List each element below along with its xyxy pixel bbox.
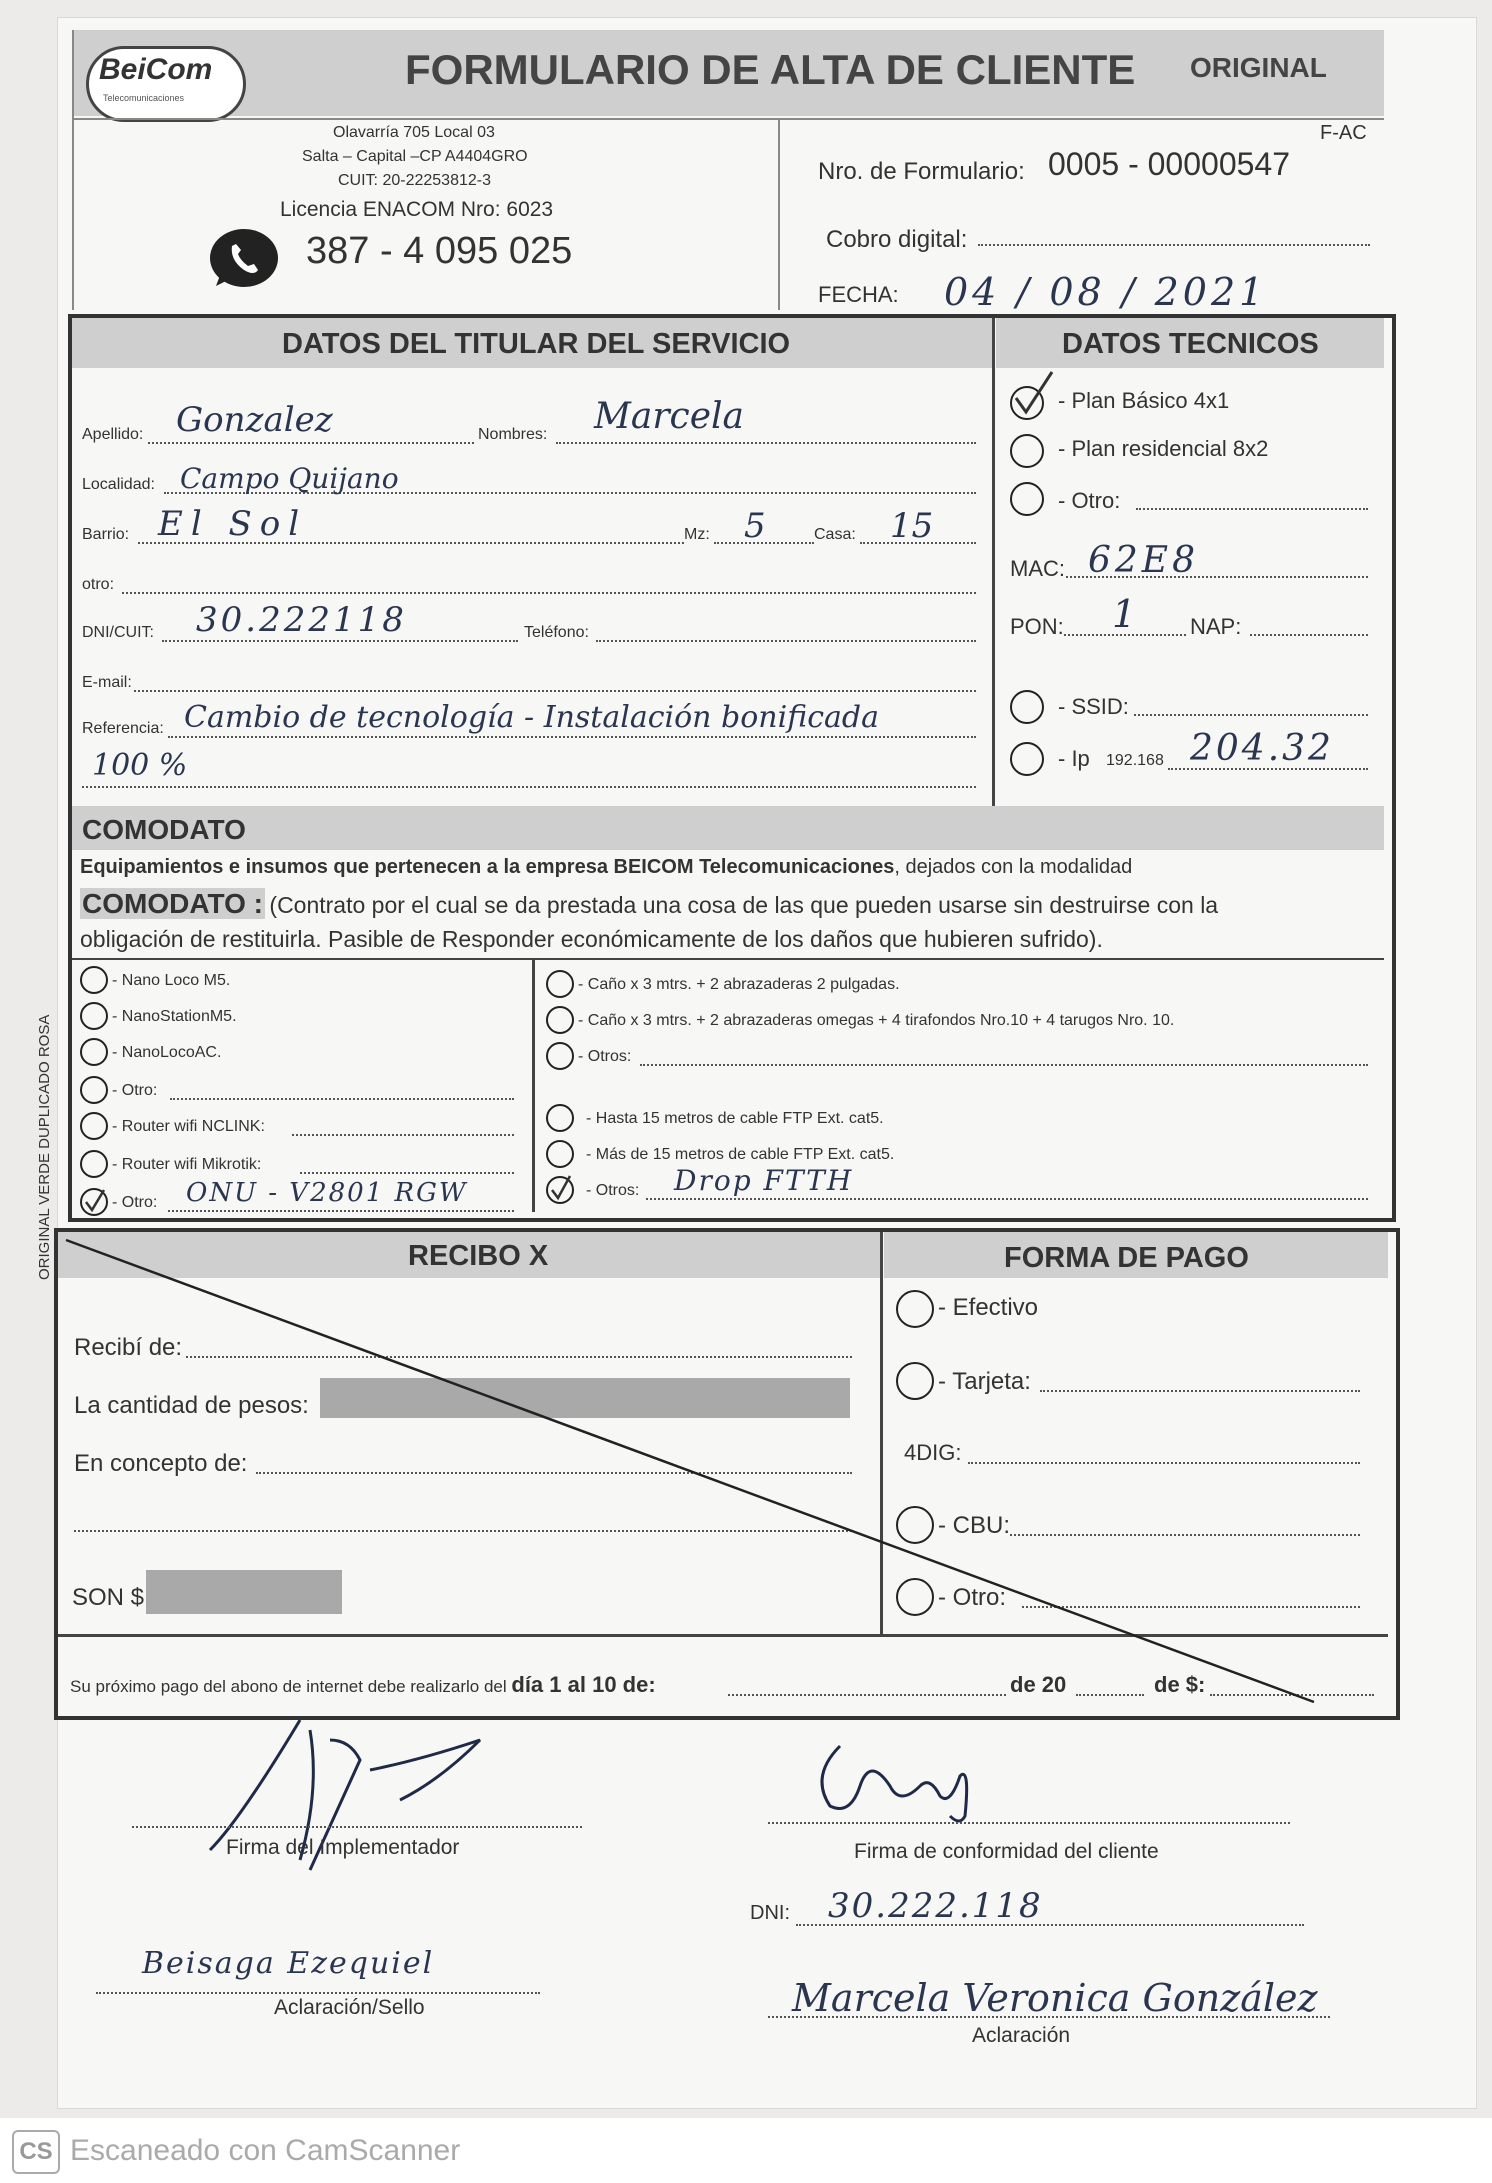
mac-value: 62E8 [1088,540,1199,581]
dni-value: 30.222118 [196,600,407,640]
comodato-line-1: Equipamientos e insumos que pertenecen a la empresa BEICOM Telecomunicaciones, dejados con la modalidad [80,856,1133,878]
cliente-signature [790,1716,1030,1836]
copy-label: ORIGINAL [1190,52,1327,83]
pago-otro-label: - Otro: [938,1584,1007,1611]
right-item-radio-5[interactable] [546,1140,574,1168]
logo-text: BeiCom [99,53,213,86]
dig-label: 4DIG: [904,1440,962,1465]
mz-value: 5 [744,506,766,546]
localidad-label: Localidad: [82,476,155,493]
plan-basico-label: - Plan Básico 4x1 [1058,388,1230,413]
left-item-radio-6[interactable] [80,1150,108,1178]
whatsapp-icon [206,226,282,292]
checkmark-icon-2 [82,1186,108,1214]
left-item-6: - Router wifi Mikrotik: [112,1156,262,1173]
recibi-label: Recibí de: [74,1334,183,1361]
titular-band [72,318,994,368]
comodato-title: COMODATO [82,814,246,845]
right-item-5: - Más de 15 metros de cable FTP Ext. cat5. [586,1146,895,1163]
aclaracion-sello-label: Aclaración/Sello [274,1996,425,2019]
telefono-label: Teléfono: [524,624,589,641]
ip-value: 204.32 [1190,728,1334,769]
form-number: 0005 - 00000547 [1048,146,1290,182]
beicom-logo [86,46,246,122]
referencia-label: Referencia: [82,720,164,737]
camscanner-logo: CS [12,2130,60,2174]
ip-label: - Ip [1058,746,1090,771]
plan-residencial-label: - Plan residencial 8x2 [1058,436,1269,461]
referencia-value: Cambio de tecnología - Instalación bonificada [184,700,879,735]
cantidad-label: La cantidad de pesos: [74,1392,309,1419]
left-item-radio-1[interactable] [80,966,108,994]
left-item-radio-2[interactable] [80,1002,108,1030]
left-item-radio-5[interactable] [80,1112,108,1140]
form-number-label: Nro. de Formulario: [818,158,1025,185]
void-diagonal-line [54,1228,1392,1712]
fecha-value: 04 / 08 / 2021 [944,270,1268,314]
cliente-label: Firma de conformidad del cliente [854,1840,1159,1863]
dni-firma-value: 30.222.118 [828,1886,1043,1926]
de-pesos-label: de $: [1154,1672,1206,1697]
camscanner-footer [0,2118,1492,2183]
titular-title: DATOS DEL TITULAR DEL SERVICIO [282,328,791,360]
pago-title: FORMA DE PAGO [1004,1242,1249,1274]
son-label: SON $ [72,1584,145,1611]
checkmark-icon [1010,368,1056,418]
right-item-4: - Hasta 15 metros de cable FTP Ext. cat5. [586,1110,884,1127]
form-title: FORMULARIO DE ALTA DE CLIENTE [405,46,1136,93]
right-item-radio-4[interactable] [546,1104,574,1132]
cuit-line: CUIT: 20-22253812-3 [338,172,491,189]
pon-value: 1 [1112,592,1137,636]
cobro-digital-label: Cobro digital: [826,226,968,253]
nap-label: NAP: [1190,614,1242,639]
comodato-line-2: COMODATO : (Contrato por el cual se da prestada una cosa de las que pueden usarse sin destruirse con la [82,888,1219,919]
localidad-value: Campo Quijano [180,462,399,495]
checkmark-icon-3 [548,1172,574,1202]
right-item-1: - Caño x 3 mtrs. + 2 abrazaderas 2 pulgadas. [578,976,900,993]
pon-label: PON: [1010,614,1064,639]
barrio-value: El Sol [158,504,308,544]
nombres-value: Marcela [594,396,744,437]
right-item-radio-3[interactable] [546,1042,574,1070]
aclaracion-sello-value: Beisaga Ezequiel [142,1946,435,1981]
right-item-3: - Otros: [578,1048,632,1065]
ip-radio[interactable] [1010,742,1044,776]
left-item-1: - Nano Loco M5. [112,972,231,989]
right-item-2: - Caño x 3 mtrs. + 2 abrazaderas omegas + 4 tirafondos Nro.10 + 4 tarugos Nro. 10. [578,1012,1175,1029]
tecnicos-title: DATOS TECNICOS [1062,328,1319,360]
right-item-radio-1[interactable] [546,970,574,998]
tarjeta-label: - Tarjeta: [938,1368,1031,1395]
ssid-radio[interactable] [1010,690,1044,724]
comodato-line-3: obligación de restituirla. Pasible de Responder económicamente de los daños que hubieren sufrido). [80,926,1103,952]
left-item-5: - Router wifi NCLINK: [112,1118,265,1135]
plan-otro-radio[interactable] [1010,482,1044,516]
aclaracion-label: Aclaración [972,2024,1071,2047]
fecha-label: FECHA: [818,282,899,307]
address-line-1: Olavarría 705 Local 03 [333,124,495,141]
left-item-3: - NanoLocoAC. [112,1044,222,1061]
comodato-band [72,806,1384,850]
left-item-4: - Otro: [112,1082,158,1099]
left-item-2: - NanoStationM5. [112,1008,237,1025]
phone-number: 387 - 4 095 025 [306,230,573,272]
right-otros-value: Drop FTTH [674,1164,854,1197]
mz-label: Mz: [684,526,710,543]
left-otro-value: ONU - V2801 RGW [186,1178,468,1208]
de20-label: de 20 [1010,1672,1067,1697]
barrio-label: Barrio: [82,526,130,543]
right-item-6: - Otros: [586,1182,640,1199]
tecnicos-band [996,318,1384,368]
apellido-label: Apellido: [82,426,144,443]
address-line-2: Salta – Capital –CP A4404GRO [302,148,528,165]
casa-label: Casa: [814,526,856,543]
proximo-pago-text: Su próximo pago del abono de internet debe realizarlo del día 1 al 10 de: [70,1672,656,1697]
apellido-value: Gonzalez [176,400,333,440]
efectivo-label: - Efectivo [938,1294,1039,1321]
ssid-label: - SSID: [1058,694,1129,719]
cbu-label: - CBU: [938,1512,1010,1539]
copy-colors-side-text: ORIGINAL VERDE DUPLICADO ROSA [36,1014,53,1280]
plan-residencial-radio[interactable] [1010,434,1044,468]
implementador-label: Firma del Implementador [226,1836,460,1859]
concepto-label: En concepto de: [74,1450,248,1477]
left-item-radio-4[interactable] [80,1076,108,1104]
nombres-label: Nombres: [478,426,548,443]
otro-label: otro: [82,576,115,593]
left-item-radio-3[interactable] [80,1038,108,1066]
dni-firma-label: DNI: [750,1902,790,1924]
email-label: E-mail: [82,674,132,691]
dni-label: DNI/CUIT: [82,624,154,641]
form-code: F-AC [1320,122,1367,144]
right-item-radio-2[interactable] [546,1006,574,1034]
mac-label: MAC: [1010,556,1065,581]
aclaracion-value: Marcela Veronica González [792,1976,1318,2020]
ip-prefix: 192.168 [1106,752,1164,769]
casa-value: 15 [890,506,934,546]
plan-otro-label: - Otro: [1058,488,1121,513]
license-line: Licencia ENACOM Nro: 6023 [280,198,554,221]
referencia-value-2: 100 % [92,748,188,783]
logo-subtext: Telecomunicaciones [103,93,185,103]
left-item-7: - Otro: [112,1194,158,1211]
camscanner-text: Escaneado con CamScanner [70,2134,461,2167]
recibo-title: RECIBO X [408,1240,549,1272]
